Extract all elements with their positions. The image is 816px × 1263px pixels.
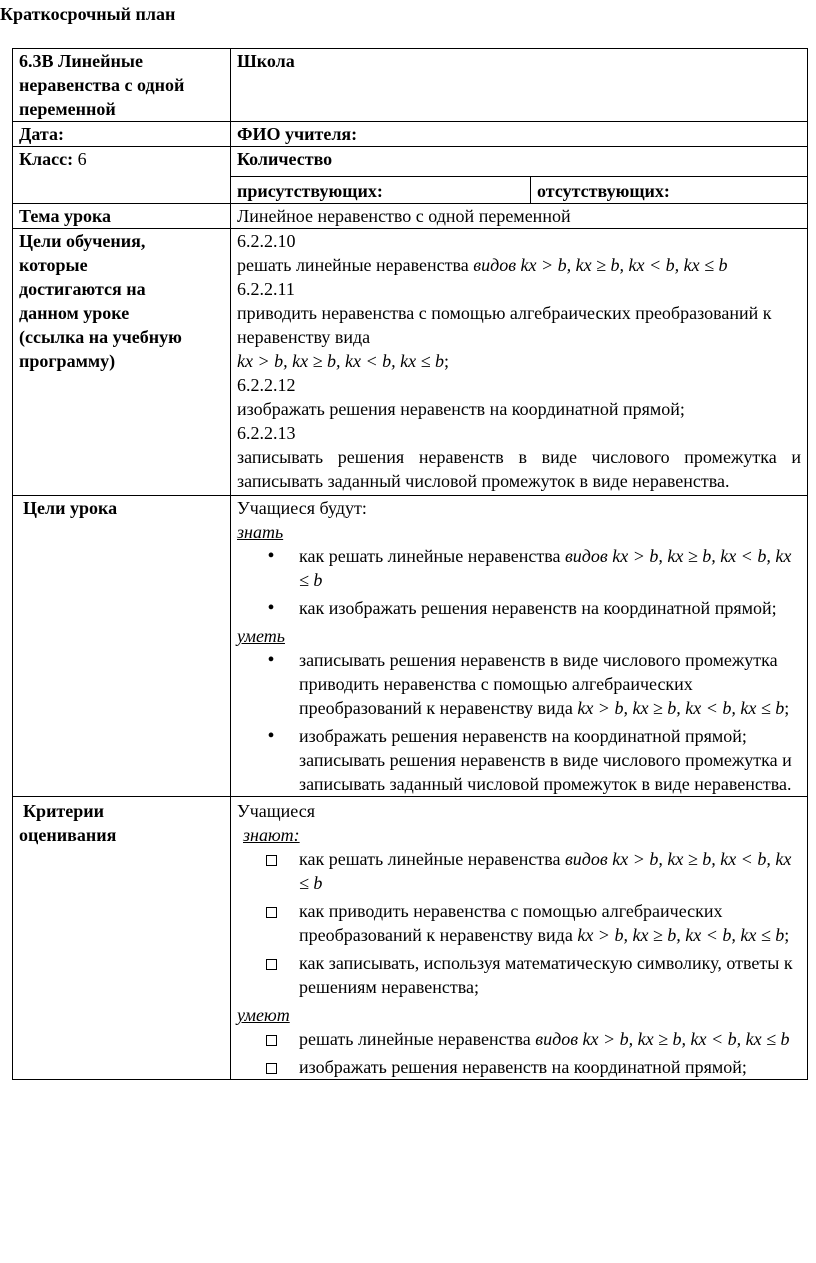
list-item-math: видов kx > b, kx ≥ b, kx < b, kx ≤ b bbox=[299, 546, 792, 590]
list-item bbox=[297, 724, 801, 796]
list-item-text: изображать решения неравенств на координатной прямой; bbox=[299, 1057, 747, 1077]
checkbox-square-icon bbox=[266, 1035, 277, 1046]
lesson-topic-value-cell bbox=[231, 204, 808, 229]
present-cell bbox=[231, 177, 531, 204]
goal-code: 6.2.2.10 bbox=[237, 231, 296, 251]
date-label: Дата: bbox=[19, 124, 64, 144]
know-list bbox=[237, 544, 801, 620]
list-item-text: как записывать, используя математическую символику, ответы к решениям неравенства; bbox=[299, 953, 793, 997]
lesson-topic-value: Линейное неравенство с одной переменной bbox=[237, 206, 571, 226]
checkbox-square-icon bbox=[266, 907, 277, 918]
list-item bbox=[297, 596, 801, 620]
list-item bbox=[297, 847, 801, 895]
know-label: знают: bbox=[243, 825, 300, 845]
bullet-icon bbox=[261, 544, 281, 568]
list-item-text: изображать решения неравенств на координатной прямой; записывать решения неравенств в виде числового промежутка и записывать заданный числовой промежуток в виде неравенства. bbox=[299, 726, 792, 794]
list-item-math: kx > b, kx ≥ b, kx < b, kx ≤ b bbox=[577, 698, 785, 718]
absent-label: отсутствующих: bbox=[537, 181, 670, 201]
list-item-text: решать линейные неравенства bbox=[299, 1029, 536, 1049]
list-item bbox=[297, 544, 801, 592]
goal-suffix: ; bbox=[443, 351, 449, 371]
bullet-icon bbox=[261, 724, 281, 748]
able-label: уметь bbox=[237, 626, 285, 646]
list-item bbox=[297, 899, 801, 947]
topic-code: 6.3В Линейные неравенства с одной переменной bbox=[19, 51, 185, 119]
learning-goals-label-line: данном уроке bbox=[19, 303, 130, 323]
row-learning-goals bbox=[13, 229, 808, 496]
able-list bbox=[237, 648, 801, 796]
row-criteria bbox=[13, 797, 808, 1080]
school-cell bbox=[231, 49, 808, 122]
criteria-label-line: Критерии bbox=[23, 801, 105, 821]
criteria-know-list bbox=[237, 847, 801, 999]
checkbox-square-icon bbox=[266, 959, 277, 970]
class-label: Класс: bbox=[19, 149, 74, 169]
bullet-icon bbox=[261, 596, 281, 620]
count-cell bbox=[231, 147, 808, 177]
lesson-plan-table bbox=[12, 48, 808, 1080]
goal-text-plain: решать линейные неравенства bbox=[237, 255, 474, 275]
bullet-icon bbox=[261, 648, 281, 672]
goal-text: записывать решения неравенств в виде числового промежутка и записывать заданный числовой промежуток в виде неравенства. bbox=[237, 447, 802, 491]
lesson-goals-content-cell bbox=[231, 496, 808, 797]
list-item-math: видов kx > b, kx ≥ b, kx < b, kx ≤ b bbox=[535, 1029, 790, 1049]
teacher-cell bbox=[231, 122, 808, 147]
lesson-goals-intro: Учащиеся будут: bbox=[237, 498, 367, 518]
learning-goals-label-line: программу) bbox=[19, 351, 116, 371]
list-item bbox=[297, 1055, 801, 1079]
know-label: знать bbox=[237, 522, 284, 542]
topic-code-cell bbox=[13, 49, 231, 122]
school-label: Школа bbox=[237, 51, 295, 71]
document-title: Краткосрочный план bbox=[0, 4, 176, 24]
goal-math: видов kx > b, kx ≥ b, kx < b, kx ≤ b bbox=[473, 255, 728, 275]
goal-text: приводить неравенства с помощью алгебраических преобразований к неравенству вида bbox=[237, 303, 772, 347]
row-class-count bbox=[13, 147, 808, 177]
list-item-math: видов kx > b, kx ≥ b, kx < b, kx ≤ b bbox=[299, 849, 792, 893]
lesson-topic-label-cell bbox=[13, 204, 231, 229]
list-item-text: как приводить неравенства с помощью алгебраических преобразований к неравенству вида bbox=[299, 901, 723, 945]
goal-code: 6.2.2.11 bbox=[237, 279, 295, 299]
goal-text: изображать решения неравенств на координатной прямой; bbox=[237, 399, 685, 419]
row-topic-school bbox=[13, 49, 808, 122]
goal-text bbox=[237, 253, 801, 277]
criteria-label-cell bbox=[13, 797, 231, 1080]
checkbox-square-icon bbox=[266, 1063, 277, 1074]
criteria-content-cell bbox=[231, 797, 808, 1080]
present-label: присутствующих: bbox=[237, 181, 383, 201]
list-item-text: записывать решения неравенств в виде числового промежутка приводить неравенства с помощью алгебраических преобразований к неравенству вида bbox=[299, 650, 778, 718]
learning-goals-label-cell bbox=[13, 229, 231, 496]
checkbox-square-icon bbox=[266, 855, 277, 866]
list-item bbox=[297, 951, 801, 999]
list-item-suffix: ; bbox=[784, 698, 790, 718]
list-item-text: как решать линейные неравенства bbox=[299, 849, 565, 869]
lesson-topic-label: Тема урока bbox=[19, 206, 112, 226]
goal-math: kx > b, kx ≥ b, kx < b, kx ≤ b bbox=[237, 351, 444, 371]
learning-goals-label-line: достигаются на bbox=[19, 279, 146, 299]
lesson-goals-label-cell bbox=[13, 496, 231, 797]
date-cell bbox=[13, 122, 231, 147]
class-cell bbox=[13, 147, 231, 204]
list-item-math: kx > b, kx ≥ b, kx < b, kx ≤ b bbox=[577, 925, 785, 945]
goal-code: 6.2.2.13 bbox=[237, 423, 296, 443]
lesson-goals-label: Цели урока bbox=[23, 498, 118, 518]
list-item-text: как изображать решения неравенств на координатной прямой; bbox=[299, 598, 777, 618]
goal-code: 6.2.2.12 bbox=[237, 375, 296, 395]
able-label: умеют bbox=[237, 1005, 290, 1025]
row-date-teacher bbox=[13, 122, 808, 147]
row-lesson-goals bbox=[13, 496, 808, 797]
goal-math-line bbox=[237, 349, 801, 373]
list-item bbox=[297, 1027, 801, 1051]
criteria-label-line: оценивания bbox=[19, 825, 117, 845]
class-value: 6 bbox=[77, 149, 87, 169]
teacher-label: ФИО учителя: bbox=[237, 124, 358, 144]
learning-goals-label-line: которые bbox=[19, 255, 88, 275]
learning-goals-label-line: Цели обучения, bbox=[19, 231, 146, 251]
criteria-able-list bbox=[237, 1027, 801, 1079]
row-lesson-topic bbox=[13, 204, 808, 229]
criteria-intro: Учащиеся bbox=[237, 801, 315, 821]
list-item-suffix: ; bbox=[784, 925, 790, 945]
learning-goals-label-line: (ссылка на учебную bbox=[19, 327, 182, 347]
list-item-text: как решать линейные неравенства bbox=[299, 546, 565, 566]
list-item bbox=[297, 648, 801, 720]
count-label: Количество bbox=[237, 149, 333, 169]
learning-goals-content-cell bbox=[231, 229, 808, 496]
absent-cell bbox=[531, 177, 808, 204]
